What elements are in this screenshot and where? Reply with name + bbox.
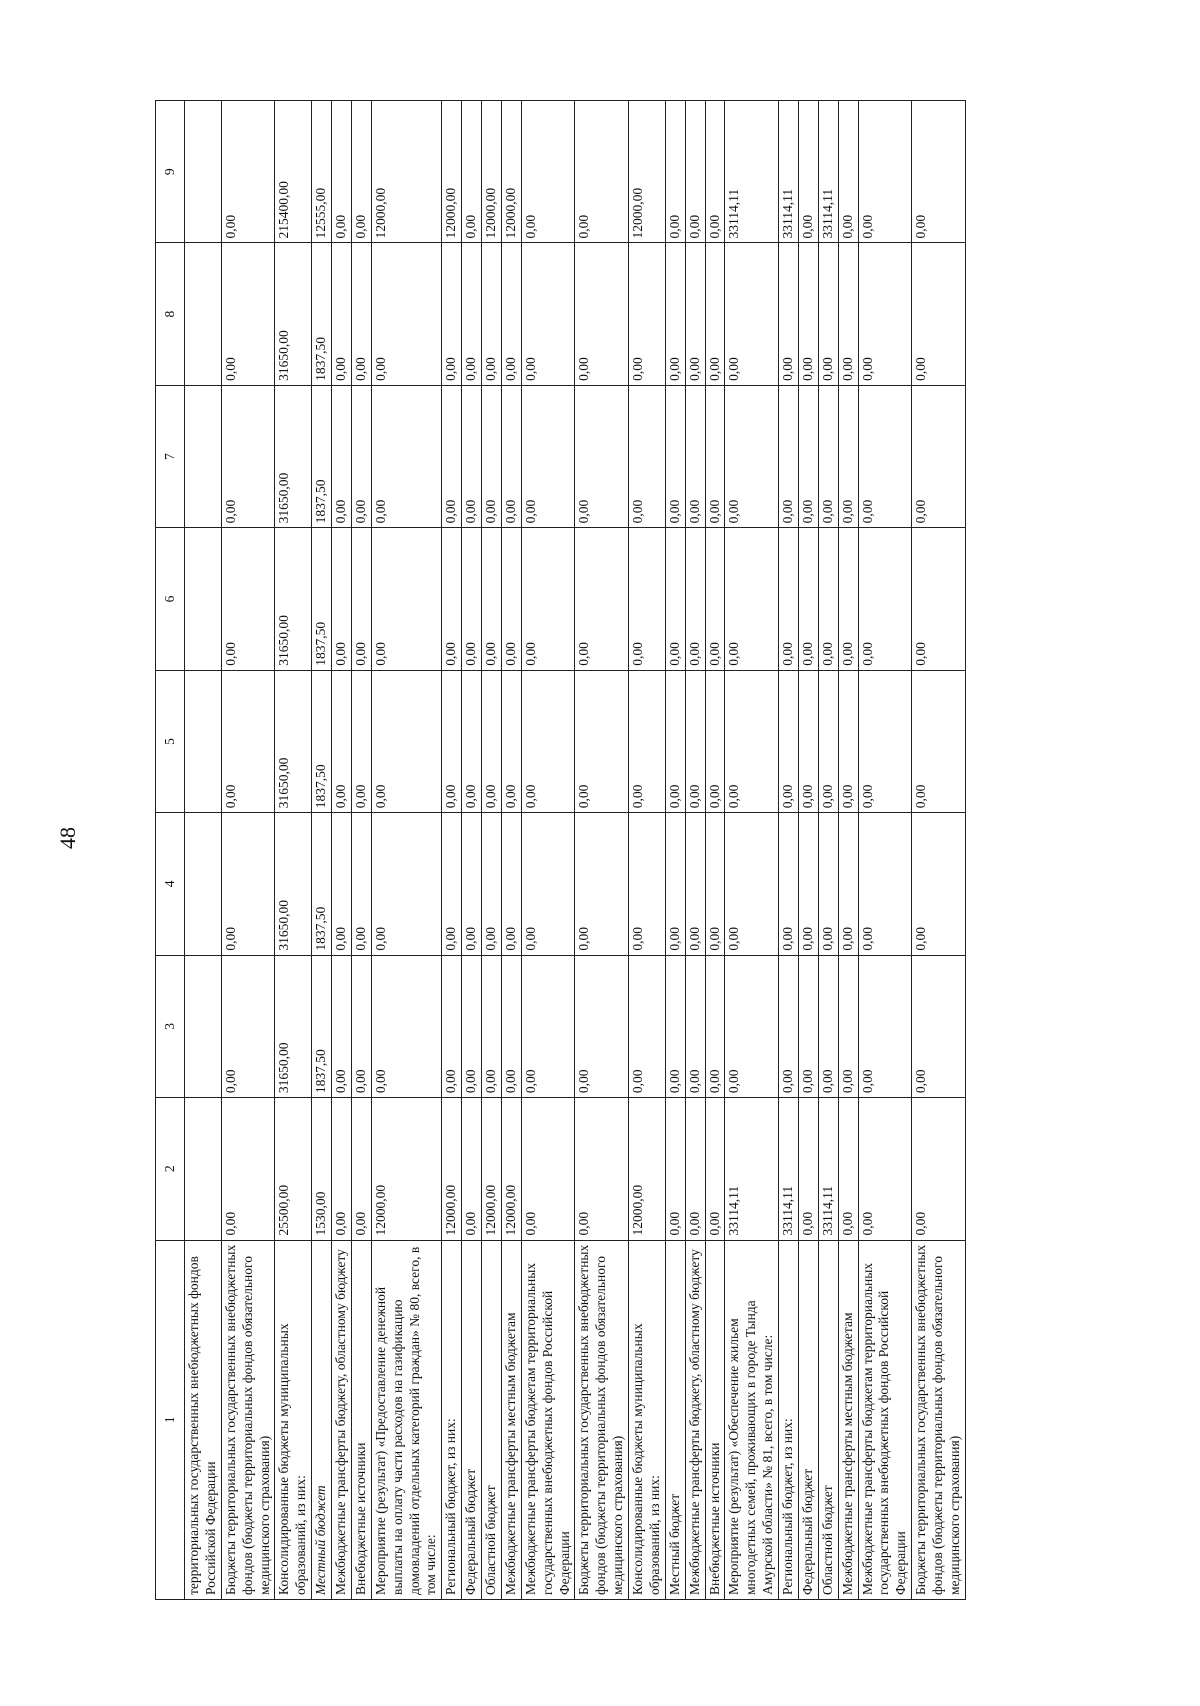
value-cell: 0,00 <box>462 385 482 527</box>
value-cell: 0,00 <box>838 528 858 670</box>
value-cell: 33114,11 <box>779 101 799 243</box>
value-cell: 0,00 <box>351 243 371 385</box>
value-cell: 0,00 <box>501 385 521 527</box>
value-cell: 0,00 <box>725 670 779 812</box>
value-cell: 1837,50 <box>312 955 332 1097</box>
table-row <box>185 101 222 1600</box>
value-cell: 215400,00 <box>275 101 312 243</box>
value-cell: 0,00 <box>705 243 725 385</box>
value-cell: 0,00 <box>442 955 462 1097</box>
value-cell: 0,00 <box>838 243 858 385</box>
table-row <box>501 101 521 1600</box>
value-cell: 12000,00 <box>501 101 521 243</box>
value-cell: 25500,00 <box>275 1098 312 1240</box>
value-cell: 0,00 <box>912 528 966 670</box>
value-cell: 0,00 <box>332 670 352 812</box>
column-number-6: 6 <box>156 528 185 670</box>
value-cell <box>185 670 222 812</box>
value-cell: 0,00 <box>685 385 705 527</box>
row-label: Бюджеты территориальных государственных внебюджетных фондов (бюджеты территориальных фондов обязательного медицинского страхования) <box>221 1240 275 1599</box>
value-cell: 0,00 <box>501 955 521 1097</box>
value-cell: 0,00 <box>442 813 462 955</box>
value-cell: 0,00 <box>629 670 666 812</box>
value-cell: 0,00 <box>462 670 482 812</box>
value-cell: 0,00 <box>221 813 275 955</box>
value-cell: 0,00 <box>685 528 705 670</box>
row-label: Межбюджетные трансферты местным бюджетам <box>838 1240 858 1599</box>
value-cell: 0,00 <box>818 955 838 1097</box>
table-row <box>351 101 371 1600</box>
table-row <box>858 101 912 1600</box>
row-label: Областной бюджет <box>482 1240 502 1599</box>
value-cell: 1837,50 <box>312 813 332 955</box>
value-cell: 0,00 <box>725 528 779 670</box>
row-label: территориальных государственных внебюджетных фондов Российской Федерации <box>185 1240 222 1599</box>
row-label: Бюджеты территориальных государственных внебюджетных фондов (бюджеты территориальных фондов обязательного медицинского страхования) <box>575 1240 629 1599</box>
value-cell: 0,00 <box>221 101 275 243</box>
value-cell <box>185 1098 222 1240</box>
value-cell: 0,00 <box>575 813 629 955</box>
value-cell: 0,00 <box>725 955 779 1097</box>
value-cell: 0,00 <box>332 243 352 385</box>
value-cell: 0,00 <box>351 1098 371 1240</box>
table-row <box>371 101 442 1600</box>
value-cell: 0,00 <box>818 813 838 955</box>
column-number-2: 2 <box>156 1098 185 1240</box>
value-cell: 0,00 <box>858 101 912 243</box>
value-cell: 0,00 <box>462 813 482 955</box>
table-body <box>185 101 966 1600</box>
value-cell <box>185 955 222 1097</box>
value-cell: 0,00 <box>685 670 705 812</box>
column-number-4: 4 <box>156 813 185 955</box>
value-cell <box>185 528 222 670</box>
value-cell: 0,00 <box>371 813 442 955</box>
value-cell: 31650,00 <box>275 243 312 385</box>
value-cell: 0,00 <box>442 385 462 527</box>
table-row <box>312 101 332 1600</box>
table-row <box>275 101 312 1600</box>
value-cell: 0,00 <box>838 385 858 527</box>
value-cell: 0,00 <box>705 955 725 1097</box>
value-cell: 0,00 <box>858 813 912 955</box>
value-cell <box>185 813 222 955</box>
value-cell: 0,00 <box>521 385 575 527</box>
value-cell: 12000,00 <box>442 101 462 243</box>
value-cell: 0,00 <box>779 813 799 955</box>
value-cell: 0,00 <box>521 243 575 385</box>
column-number-8: 8 <box>156 243 185 385</box>
value-cell: 0,00 <box>575 385 629 527</box>
value-cell: 0,00 <box>685 101 705 243</box>
value-cell: 0,00 <box>462 101 482 243</box>
value-cell: 0,00 <box>501 813 521 955</box>
row-label: Внебюджетные источники <box>705 1240 725 1599</box>
value-cell: 33114,11 <box>725 1098 779 1240</box>
value-cell: 0,00 <box>332 955 352 1097</box>
value-cell: 0,00 <box>351 528 371 670</box>
value-cell: 0,00 <box>521 813 575 955</box>
row-label: Межбюджетные трансферты бюджету, областному бюджету <box>332 1240 352 1599</box>
value-cell: 0,00 <box>798 955 818 1097</box>
value-cell: 31650,00 <box>275 528 312 670</box>
table-row <box>482 101 502 1600</box>
value-cell: 12000,00 <box>371 101 442 243</box>
table-row <box>332 101 352 1600</box>
value-cell: 0,00 <box>798 813 818 955</box>
value-cell: 0,00 <box>818 385 838 527</box>
table-row <box>665 101 685 1600</box>
value-cell: 0,00 <box>371 528 442 670</box>
value-cell: 0,00 <box>725 813 779 955</box>
row-label: Консолидированные бюджеты муниципальных образований, из них: <box>275 1240 312 1599</box>
value-cell: 0,00 <box>798 1098 818 1240</box>
value-cell: 0,00 <box>685 955 705 1097</box>
value-cell: 0,00 <box>629 955 666 1097</box>
table-row <box>798 101 818 1600</box>
value-cell: 0,00 <box>685 1098 705 1240</box>
value-cell: 0,00 <box>705 1098 725 1240</box>
table-row <box>462 101 482 1600</box>
row-label: Консолидированные бюджеты муниципальных образований, из них: <box>629 1240 666 1599</box>
value-cell: 0,00 <box>501 528 521 670</box>
value-cell: 0,00 <box>371 955 442 1097</box>
value-cell: 12000,00 <box>482 1098 502 1240</box>
value-cell: 0,00 <box>575 1098 629 1240</box>
table-row <box>575 101 629 1600</box>
value-cell: 0,00 <box>482 385 502 527</box>
value-cell: 0,00 <box>332 813 352 955</box>
value-cell: 0,00 <box>705 670 725 812</box>
value-cell: 0,00 <box>912 955 966 1097</box>
value-cell: 0,00 <box>629 243 666 385</box>
value-cell: 31650,00 <box>275 813 312 955</box>
value-cell: 0,00 <box>665 528 685 670</box>
value-cell: 0,00 <box>221 1098 275 1240</box>
value-cell: 0,00 <box>838 1098 858 1240</box>
row-label: Мероприятие (результат) «Предоставление денежной выплаты на оплату части расходов на газификацию домовладений отдельных категорий граждан» № 80, всего, в том числе: <box>371 1240 442 1599</box>
value-cell: 33114,11 <box>779 1098 799 1240</box>
value-cell: 0,00 <box>912 670 966 812</box>
value-cell: 0,00 <box>351 670 371 812</box>
value-cell: 0,00 <box>705 101 725 243</box>
value-cell: 0,00 <box>665 385 685 527</box>
row-label: Межбюджетные трансферты местным бюджетам <box>501 1240 521 1599</box>
value-cell: 31650,00 <box>275 955 312 1097</box>
value-cell: 0,00 <box>629 528 666 670</box>
value-cell: 12555,00 <box>312 101 332 243</box>
value-cell: 0,00 <box>665 813 685 955</box>
value-cell: 0,00 <box>798 528 818 670</box>
value-cell: 0,00 <box>351 385 371 527</box>
value-cell: 1837,50 <box>312 670 332 812</box>
table-row <box>912 101 966 1600</box>
value-cell: 0,00 <box>521 955 575 1097</box>
column-number-3: 3 <box>156 955 185 1097</box>
value-cell: 0,00 <box>858 385 912 527</box>
value-cell: 0,00 <box>462 1098 482 1240</box>
value-cell: 0,00 <box>482 955 502 1097</box>
value-cell: 1530,00 <box>312 1098 332 1240</box>
value-cell: 0,00 <box>351 101 371 243</box>
value-cell: 0,00 <box>665 243 685 385</box>
value-cell: 0,00 <box>629 385 666 527</box>
row-label: Межбюджетные трансферты бюджетам территориальных государственных внебюджетных фондов Российской Федерации <box>858 1240 912 1599</box>
value-cell: 0,00 <box>798 385 818 527</box>
value-cell: 0,00 <box>371 243 442 385</box>
rotated-table-frame <box>155 100 1155 1600</box>
column-number-5: 5 <box>156 670 185 812</box>
value-cell: 0,00 <box>575 528 629 670</box>
value-cell: 0,00 <box>705 528 725 670</box>
table-row <box>442 101 462 1600</box>
table-row <box>705 101 725 1600</box>
value-cell: 0,00 <box>725 243 779 385</box>
value-cell: 0,00 <box>798 101 818 243</box>
value-cell: 31650,00 <box>275 670 312 812</box>
value-cell: 0,00 <box>685 813 705 955</box>
table-row <box>725 101 779 1600</box>
row-label: Региональный бюджет, из них: <box>779 1240 799 1599</box>
value-cell: 0,00 <box>442 528 462 670</box>
table-row <box>685 101 705 1600</box>
table-row <box>779 101 799 1600</box>
value-cell: 0,00 <box>351 813 371 955</box>
value-cell: 0,00 <box>858 243 912 385</box>
value-cell: 0,00 <box>629 813 666 955</box>
value-cell: 1837,50 <box>312 243 332 385</box>
column-number-9: 9 <box>156 101 185 243</box>
value-cell: 0,00 <box>482 243 502 385</box>
row-label: Межбюджетные трансферты бюджету, областному бюджету <box>685 1240 705 1599</box>
value-cell: 0,00 <box>575 670 629 812</box>
value-cell: 0,00 <box>332 385 352 527</box>
value-cell: 0,00 <box>818 528 838 670</box>
value-cell: 0,00 <box>332 101 352 243</box>
row-label: Внебюджетные источники <box>351 1240 371 1599</box>
value-cell: 0,00 <box>521 101 575 243</box>
row-label: Бюджеты территориальных государственных внебюджетных фондов (бюджеты территориальных фондов обязательного медицинского страхования) <box>912 1240 966 1599</box>
table-row <box>629 101 666 1600</box>
value-cell: 0,00 <box>371 385 442 527</box>
value-cell: 0,00 <box>442 243 462 385</box>
value-cell: 0,00 <box>779 243 799 385</box>
column-number-7: 7 <box>156 385 185 527</box>
value-cell: 0,00 <box>838 813 858 955</box>
row-label: Областной бюджет <box>818 1240 838 1599</box>
value-cell: 0,00 <box>575 101 629 243</box>
value-cell: 0,00 <box>521 670 575 812</box>
value-cell <box>185 243 222 385</box>
value-cell: 0,00 <box>725 385 779 527</box>
value-cell: 0,00 <box>705 813 725 955</box>
value-cell: 0,00 <box>371 670 442 812</box>
value-cell: 0,00 <box>912 101 966 243</box>
budget-table <box>155 100 966 1600</box>
row-label: Мероприятие (результат) «Обеспечение жильем многодетных семей, проживающих в городе Тында Амурской области» № 81, всего, в том числе: <box>725 1240 779 1599</box>
value-cell: 0,00 <box>442 670 462 812</box>
value-cell: 0,00 <box>912 813 966 955</box>
value-cell: 0,00 <box>818 243 838 385</box>
value-cell: 0,00 <box>779 528 799 670</box>
value-cell <box>185 385 222 527</box>
value-cell: 0,00 <box>221 528 275 670</box>
value-cell: 0,00 <box>838 101 858 243</box>
column-number-1: 1 <box>156 1240 185 1599</box>
value-cell: 0,00 <box>462 528 482 670</box>
value-cell: 0,00 <box>798 243 818 385</box>
value-cell: 33114,11 <box>818 1098 838 1240</box>
row-label: Местный бюджет <box>665 1240 685 1599</box>
table-row <box>521 101 575 1600</box>
value-cell: 0,00 <box>818 670 838 812</box>
row-label: Межбюджетные трансферты бюджетам территориальных государственных внебюджетных фондов Российской Федерации <box>521 1240 575 1599</box>
value-cell: 12000,00 <box>629 101 666 243</box>
value-cell: 0,00 <box>221 385 275 527</box>
value-cell: 0,00 <box>665 101 685 243</box>
value-cell <box>185 101 222 243</box>
value-cell: 0,00 <box>221 243 275 385</box>
value-cell: 0,00 <box>685 243 705 385</box>
value-cell: 0,00 <box>779 385 799 527</box>
value-cell: 0,00 <box>912 385 966 527</box>
value-cell: 0,00 <box>575 243 629 385</box>
value-cell: 0,00 <box>912 1098 966 1240</box>
value-cell: 0,00 <box>462 243 482 385</box>
value-cell: 12000,00 <box>371 1098 442 1240</box>
value-cell: 0,00 <box>332 528 352 670</box>
value-cell: 0,00 <box>521 528 575 670</box>
table-row <box>838 101 858 1600</box>
row-label: Региональный бюджет, из них: <box>442 1240 462 1599</box>
value-cell: 0,00 <box>665 670 685 812</box>
column-number-row <box>156 101 185 1600</box>
value-cell: 0,00 <box>858 955 912 1097</box>
value-cell: 0,00 <box>779 670 799 812</box>
row-label: Федеральный бюджет <box>798 1240 818 1599</box>
value-cell: 1837,50 <box>312 385 332 527</box>
value-cell: 0,00 <box>332 1098 352 1240</box>
value-cell: 1837,50 <box>312 528 332 670</box>
value-cell: 0,00 <box>838 955 858 1097</box>
table-row <box>818 101 838 1600</box>
value-cell: 0,00 <box>705 385 725 527</box>
value-cell: 0,00 <box>482 670 502 812</box>
value-cell: 12000,00 <box>501 1098 521 1240</box>
value-cell: 0,00 <box>482 528 502 670</box>
value-cell: 0,00 <box>858 528 912 670</box>
value-cell: 0,00 <box>779 955 799 1097</box>
value-cell: 0,00 <box>462 955 482 1097</box>
table-row <box>221 101 275 1600</box>
value-cell: 0,00 <box>665 955 685 1097</box>
value-cell: 12000,00 <box>629 1098 666 1240</box>
value-cell: 0,00 <box>798 670 818 812</box>
value-cell: 33114,11 <box>725 101 779 243</box>
value-cell: 0,00 <box>501 670 521 812</box>
page-number: 48 <box>55 827 80 849</box>
value-cell: 0,00 <box>858 670 912 812</box>
value-cell: 0,00 <box>221 670 275 812</box>
row-label: Местный бюджет <box>312 1240 332 1599</box>
value-cell: 0,00 <box>351 955 371 1097</box>
value-cell: 0,00 <box>575 955 629 1097</box>
value-cell: 33114,11 <box>818 101 838 243</box>
value-cell: 0,00 <box>501 243 521 385</box>
value-cell: 0,00 <box>221 955 275 1097</box>
value-cell: 12000,00 <box>442 1098 462 1240</box>
value-cell: 0,00 <box>521 1098 575 1240</box>
value-cell: 31650,00 <box>275 385 312 527</box>
value-cell: 0,00 <box>858 1098 912 1240</box>
value-cell: 0,00 <box>665 1098 685 1240</box>
value-cell: 0,00 <box>482 813 502 955</box>
value-cell: 0,00 <box>912 243 966 385</box>
value-cell: 12000,00 <box>482 101 502 243</box>
row-label: Федеральный бюджет <box>462 1240 482 1599</box>
value-cell: 0,00 <box>838 670 858 812</box>
